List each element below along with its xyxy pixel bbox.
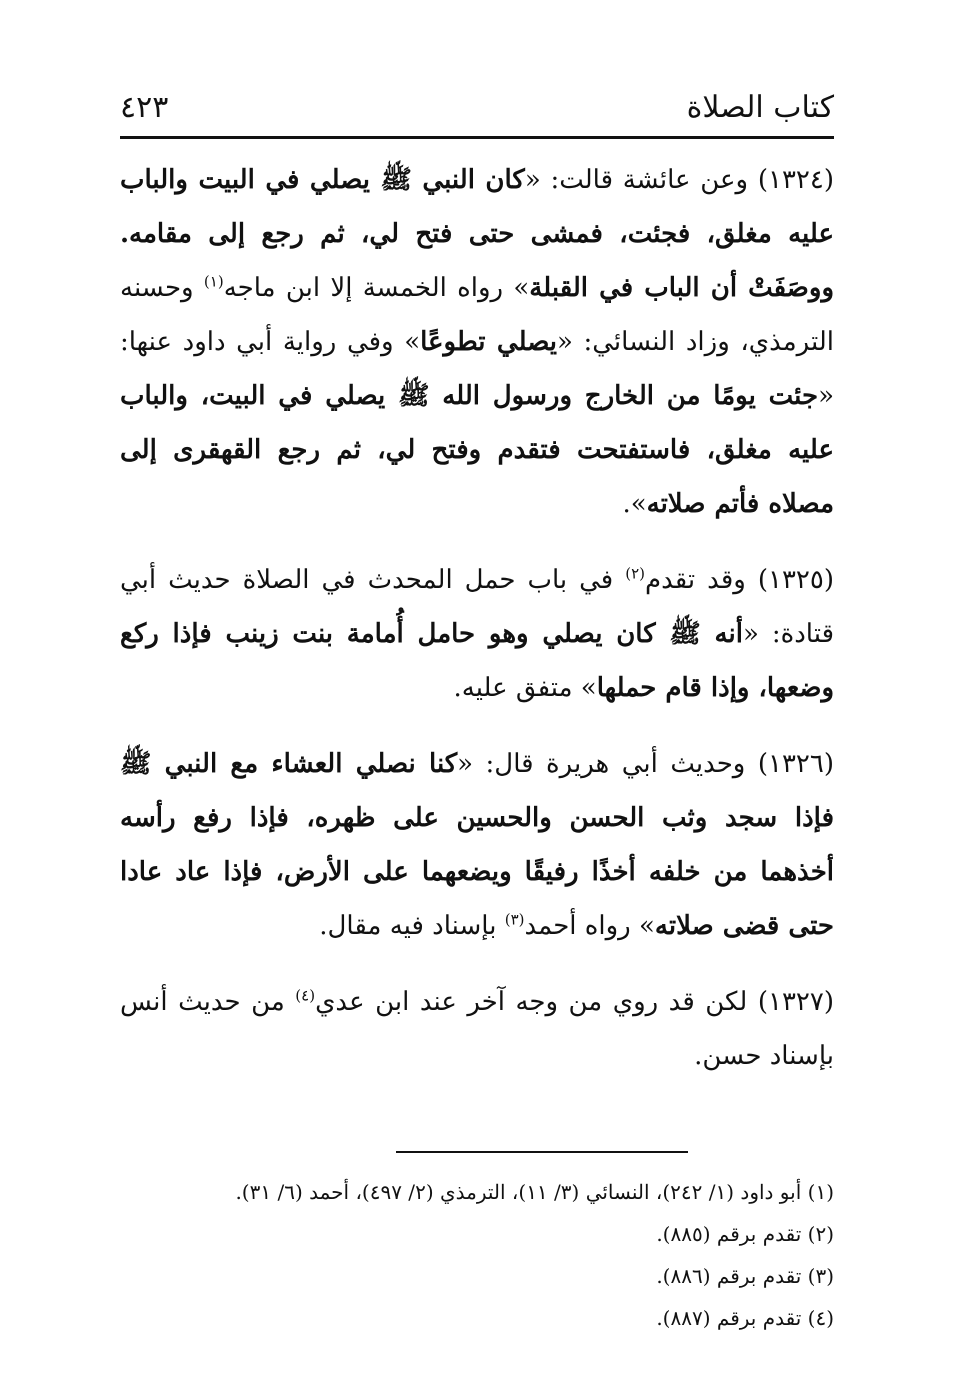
hadith-quote: جئت يومًا من الخارج ورسول الله ﷺ يصلي في البيت، والباب عليه مغلق، فاستفتحت فتقدم وفتح لي، ثم رجع القهقرى إلى مصلاه فأتم صلاته bbox=[120, 381, 834, 519]
footnote: (٤) تقدم برقم (٨٨٧). bbox=[656, 1306, 834, 1330]
footnotes bbox=[120, 1171, 834, 1339]
footnote: (٢) تقدم برقم (٨٨٥). bbox=[656, 1222, 834, 1246]
page-number: ٤٢٣ bbox=[120, 90, 169, 125]
hadith-number: (١٣٢٦) bbox=[757, 749, 834, 779]
hadith-paragraph bbox=[120, 553, 834, 715]
hadith-quote: كنا نصلي العشاء مع النبي ﷺ فإذا سجد وثب الحسن والحسين على ظهره، فإذا رفع رأسه أخذهما من خلفه أخذًا رفيقًا ويضعهما على الأرض، فإذا عاد عادا حتى قضى صلاته bbox=[120, 749, 834, 941]
paragraph-text bbox=[120, 165, 834, 519]
footnote-separator bbox=[396, 1151, 688, 1153]
footnote-ref: (٢) bbox=[625, 564, 646, 583]
hadith-paragraph bbox=[120, 975, 834, 1083]
running-head bbox=[120, 86, 834, 139]
narration-text: » رواه الخمسة إلا ابن ماجه bbox=[223, 273, 530, 303]
narration-text: ». bbox=[622, 489, 647, 519]
narration-text: » وفي رواية أبي داود عنها: « bbox=[120, 327, 834, 411]
hadith-number: (١٣٢٤) bbox=[757, 165, 834, 195]
narration-text: وحديث أبي هريرة قال: « bbox=[457, 749, 758, 779]
chapter-title: كتاب الصلاة bbox=[686, 90, 834, 125]
narration-text: من حديث أنس بإسناد حسن. bbox=[120, 987, 834, 1071]
book-page bbox=[120, 86, 834, 1376]
main-text bbox=[120, 153, 834, 1083]
footnote: (١) أبو داود (١/ ٢٤٢)، النسائي (٣/ ١١)، الترمذي (٢/ ٤٩٧)، أحمد (٦/ ٣١). bbox=[235, 1180, 834, 1204]
paragraph-text bbox=[120, 565, 834, 703]
narration-text: لكن قد روي من وجه آخر عند ابن عدي bbox=[315, 987, 758, 1017]
footnote-separator-wrap bbox=[120, 1113, 834, 1153]
hadith-quote: يصلي تطوعًا bbox=[420, 327, 557, 357]
paragraph-text bbox=[120, 749, 834, 941]
footnote-ref: (٣) bbox=[504, 910, 525, 929]
footnote: (٣) تقدم برقم (٨٨٦). bbox=[656, 1264, 834, 1288]
hadith-quote: أنه ﷺ كان يصلي وهو حامل أُمامة بنت زينب فإذا ركع وضعها، وإذا قام حملها bbox=[120, 619, 834, 703]
narration-text: بإسناد فيه مقال. bbox=[319, 911, 505, 941]
narration-text: » رواه أحمد bbox=[524, 911, 655, 941]
hadith-paragraph bbox=[120, 153, 834, 531]
narration-text: في باب حمل المحدث في الصلاة حديث أبي قتادة: « bbox=[120, 565, 835, 649]
narration-text: وقد تقدم bbox=[645, 565, 758, 595]
footnote-ref: (٤) bbox=[295, 986, 316, 1005]
hadith-quote: كان النبي ﷺ يصلي في البيت والباب عليه مغلق، فجئت، فمشى حتى فتح لي، ثم رجع إلى مقامه. ووصَفَتْ أن الباب في القبلة bbox=[120, 165, 834, 303]
paragraph-text bbox=[120, 987, 834, 1071]
narration-text: » متفق عليه. bbox=[453, 673, 597, 703]
narration-text: وحسنه الترمذي، وزاد النسائي: « bbox=[120, 273, 834, 357]
hadith-number: (١٣٢٧) bbox=[757, 987, 834, 1017]
hadith-paragraph bbox=[120, 737, 834, 953]
footnote-ref: (١) bbox=[203, 272, 224, 291]
hadith-number: (١٣٢٥) bbox=[757, 565, 834, 595]
narration-text: وعن عائشة قالت: « bbox=[524, 165, 758, 195]
